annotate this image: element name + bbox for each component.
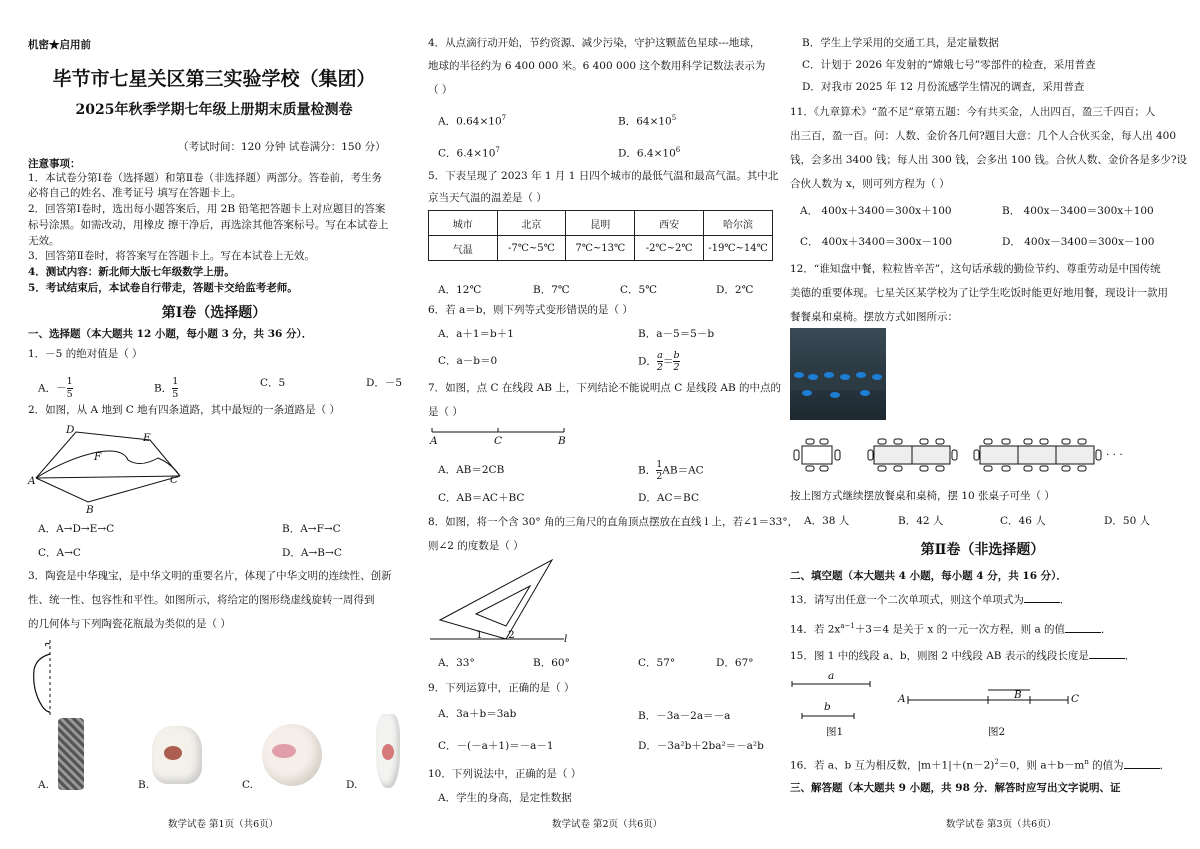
q8-line: 则∠2 的度数是（ ）: [428, 540, 524, 552]
canteen-photo: [790, 328, 886, 420]
q5-line: 京当天气温的温差是（ ）: [428, 192, 547, 204]
note-line: 5．考试结束后，本试卷自行带走，答题卡交给监考老师。: [28, 282, 298, 294]
q1-option-d: D．－5: [366, 377, 403, 389]
q12-continuation-dots: · · ·: [1106, 449, 1123, 461]
q8-option-a: A．33°: [438, 657, 475, 669]
q1-option-c: C．5: [260, 377, 286, 389]
note-line: 无效。: [28, 235, 60, 247]
section2-header: 二、填空题（本大题共 4 小题，每小题 4 分，共 16 分）．: [790, 570, 1067, 582]
q7-line: 7．如图，点 C 在线段 AB 上，下列结论不能说明点 C 是线段 AB 的中点的: [428, 382, 782, 394]
note-line: 标号涂黑。如需改动，用橡皮 擦干净后，再选涂其他答案标号。写在本试卷上: [28, 219, 389, 231]
q6-option-d: D． $\frac{a}{2}$ ＝ $\frac{b}{2}$: [638, 350, 680, 373]
q3-line: 的几何体与下列陶瓷花瓶最为类似的是（ ）: [28, 618, 231, 630]
q3-option-a: A.: [38, 779, 49, 791]
q10-option-a: A．学生的身高，是定性数据: [438, 792, 572, 804]
q5-line: 5．下表呈现了 2023 年 1 月 1 日四个城市的最低气温和最高气温。其中北: [428, 170, 779, 182]
page-3: [790, 0, 1187, 849]
page-2: [428, 0, 799, 849]
q2-option-a: A．A→D→E→C: [38, 523, 115, 535]
table-header-row: [429, 211, 773, 236]
q3-line: 3．陶瓷是中华瑰宝，是中华文明的重要名片，体现了中华文明的连续性、创新: [28, 570, 392, 582]
q12-option-c: C．46 人: [1000, 515, 1046, 527]
table-cell: -7℃~5℃: [497, 236, 566, 261]
q11-option-b: B． 400x－3400＝300x＋100: [1002, 205, 1154, 217]
table-cell: 城市: [429, 211, 498, 236]
q2-label-b: B: [86, 504, 94, 516]
q8-triangle-diagram: [430, 556, 570, 646]
page-footer: 数学试卷 第3页（共6页）: [946, 819, 1057, 830]
table-cell: 7℃~13℃: [566, 236, 635, 261]
q1-option-b: B． $\frac{1}{5}$: [154, 376, 179, 400]
vase-b-image: [152, 726, 202, 784]
q8-option-d: D．67°: [716, 657, 754, 669]
q8-option-c: C．57°: [638, 657, 676, 669]
q2-label-c: C: [170, 474, 179, 486]
table-row: [429, 236, 773, 261]
q9-stem: 9．下列运算中，正确的是（ ）: [428, 682, 575, 694]
q8-label-1: 1: [476, 629, 483, 641]
q5-option-d: D．2℃: [716, 284, 754, 296]
table-cell: 昆明: [566, 211, 635, 236]
q7-line: 是（ ）: [428, 406, 463, 418]
q12-option-d: D．50 人: [1104, 515, 1151, 527]
q4-option-a: A．$0.64\times 10^7$: [438, 114, 507, 128]
answer-blank[interactable]: [1024, 602, 1060, 603]
q12-option-a: A．38 人: [804, 515, 850, 527]
q15-fig1-caption: 图1: [826, 726, 844, 738]
section3-header: 三、解答题（本大题共 9 小题，共 98 分．解答时应写出文字说明、证: [790, 782, 1121, 794]
school-title: 毕节市七星关区第三实验学校（集团）: [52, 68, 376, 90]
q11-line: 钱，会多出 3400 钱；每人出 300 钱，会多出 100 钱。合伙人数、金价各是多少?设: [790, 154, 1187, 166]
note-line: 必将自己的姓名、准考证号 填写在答题卡上。: [28, 187, 242, 199]
q7-option-c: C．AB＝AC＋BC: [438, 492, 525, 504]
q10-option-b: B．学生上学采用的交通工具，是定量数据: [802, 37, 999, 49]
table-cell: 哈尔滨: [704, 211, 773, 236]
q3-line: 性、统一性、包容性和平性。如图所示，将给定的图形绕虚线旋转一周得到: [28, 594, 375, 606]
q3-option-d: D.: [346, 779, 358, 791]
vase-a-image: [58, 718, 84, 790]
q2-road-diagram: [28, 420, 188, 515]
q13-stem: 13．请写出任意一个二次单项式，则这个单项式为 ．: [790, 594, 1071, 606]
q2-option-c: C．A→C: [38, 547, 81, 559]
q6-option-c: C．a－b＝0: [438, 355, 498, 367]
q15-label-B: B: [1014, 689, 1022, 701]
q12-line: 美德的重要体现。七星关区某学校为了让学生吃饭时能更好地用餐，现设计一款用: [790, 287, 1168, 299]
q7-label-a: A: [430, 435, 438, 447]
part2-title: 第Ⅱ卷（非选择题）: [920, 542, 1045, 558]
q2-stem: 2．如图，从 A 地到 C 地有四条道路，其中最短的一条道路是（ ）: [28, 404, 340, 416]
note-line: 4．测试内容：新北师大版七年级数学上册。: [28, 266, 235, 278]
q15-label-b: b: [824, 701, 831, 713]
q11-line: 11．《九章算术》“盈不足”章第五题：今有共买金，人出四百，盈三千四百；人: [790, 106, 1156, 118]
q12-option-b: B．42 人: [898, 515, 944, 527]
q11-option-d: D． 400x－3400＝300x－100: [1002, 236, 1155, 248]
q4-line: 地球的半径约为 6 400 000 米。6 400 000 这个数用科学记数法表示为: [428, 60, 766, 72]
q15-label-a: a: [828, 670, 835, 682]
q6-option-a: A．a＋1＝b＋1: [438, 328, 514, 340]
q11-option-a: A． 400x＋3400＝300x＋100: [800, 205, 952, 217]
answer-blank[interactable]: [1124, 768, 1160, 769]
q11-line: 合伙人数为 x，则可列方程为（ ）: [790, 178, 950, 190]
table-cell: -2℃~2℃: [635, 236, 704, 261]
q10-option-d: D．对我市 2025 年 12 月份流感学生情况的调查，采用普查: [802, 81, 1085, 93]
q12-line: 按上图方式继续摆放餐桌和桌椅，摆 10 张桌子可坐（ ）: [790, 490, 1055, 502]
q10-option-c: C．计划于 2026 年发射的“嫦娥七号”零部件的检查，采用普查: [802, 59, 1096, 71]
q2-label-a: A: [28, 475, 36, 487]
q4-option-b: B．$64\times 10^5$: [618, 114, 677, 128]
vase-d-image: [376, 714, 400, 788]
q11-option-c: C． 400x＋3400＝300x－100: [800, 236, 953, 248]
table-cell: -19℃~14℃: [704, 236, 773, 261]
table-cell: 北京: [497, 211, 566, 236]
q5-temperature-table: [428, 210, 773, 261]
note-line: 3．回答第Ⅱ卷时，将答案写在答题卡上。写在本试卷上无效。: [28, 250, 315, 262]
table-cell: 西安: [635, 211, 704, 236]
q4-option-d: D．$6.4\times 10^6$: [618, 146, 681, 160]
q14-stem: 14．若 $2x^{a-1}+3=4$ 是关于 x 的一元一次方程，则 a 的值 ．: [790, 622, 1112, 636]
q15-fig2-caption: 图2: [988, 726, 1006, 738]
q2-option-b: B．A→F→C: [282, 523, 341, 535]
q9-option-c: C．－(－a＋1)＝－a－1: [438, 740, 554, 752]
q5-option-c: C．5℃: [620, 284, 657, 296]
q8-line: 8．如图，将一个含 30° 角的三角尺的直角顶点摆放在直线 l 上，若∠1＝33°，: [428, 516, 799, 528]
q7-label-b: B: [558, 435, 566, 447]
q15-label-A: A: [898, 693, 906, 705]
q5-option-a: A．12℃: [438, 284, 482, 296]
section1-header: 一、选择题（本大题共 12 小题，每小题 3 分，共 36 分）．: [28, 328, 313, 340]
q9-option-a: A．3a＋b＝3ab: [438, 708, 517, 720]
q16-stem: 16．若 a、b 互为相反数，$|m+1|+(n-2)^2=0$，则 $a+b-m^n$ 的值为 ．: [790, 758, 1171, 772]
q12-table-arrangement: [794, 438, 1114, 474]
q2-label-e: E: [143, 432, 151, 444]
q2-label-f: F: [94, 451, 102, 463]
q4-line: （ ）: [428, 84, 453, 96]
exam-title: 2025年秋季学期七年级上册期末质量检测卷: [75, 102, 353, 118]
q6-stem: 6．若 a＝b，则下列等式变形错误的是（ ）: [428, 304, 633, 316]
secret-label: 机密★启用前: [28, 39, 91, 51]
answer-blank[interactable]: [1065, 632, 1101, 633]
answer-blank[interactable]: [1089, 658, 1125, 659]
q3-option-c: C.: [242, 779, 253, 791]
q3-rotation-figure: [28, 640, 68, 720]
note-line: 1．本试卷分第Ⅰ卷（选择题）和第Ⅱ卷（非选择题）两部分。答卷前，考生务: [28, 172, 382, 184]
q6-option-b: B．a－5＝5－b: [638, 328, 715, 340]
notes-title: 注意事项：: [28, 158, 81, 170]
q1-stem: 1．－5 的绝对值是（ ）: [28, 348, 143, 360]
q12-line: 餐餐桌和桌椅。摆放方式如图所示：: [790, 311, 958, 323]
q4-option-c: C．$6.4\times 10^7$: [438, 146, 500, 160]
page-1: [28, 0, 403, 849]
q8-option-b: B．60°: [533, 657, 570, 669]
q8-label-l: l: [564, 633, 568, 645]
q7-option-b: B． $\frac{1}{2}$ AB＝AC: [638, 459, 704, 482]
part1-title: 第Ⅰ卷（选择题）: [161, 305, 267, 321]
q1-option-a: A．－ $\frac{1}{5}$: [38, 376, 73, 400]
table-cell: 气温: [429, 236, 498, 261]
q11-line: 出三百，盈一百。问：人数、金价各几何?题目大意：几个人合伙买金，每人出 400: [790, 130, 1177, 142]
q10-stem: 10．下列说法中，正确的是（ ）: [428, 768, 582, 780]
q7-label-c: C: [494, 435, 503, 447]
vase-c-image: [262, 724, 322, 786]
q12-line: 12．“谁知盘中餐，粒粒皆辛苦”，这句话承载的勤俭节约、尊重劳动是中国传统: [790, 263, 1161, 275]
q7-option-a: A．AB＝2CB: [438, 464, 505, 476]
note-line: 2．回答第Ⅰ卷时，选出每小题答案后，用 2B 铅笔把答题卡上对应题目的答案: [28, 203, 386, 215]
q9-option-b: B．－3a－2a＝－a: [638, 710, 731, 722]
q9-option-d: D．－3a²b＋2ba²＝－a²b: [638, 740, 764, 752]
q15-stem: 15．图 1 中的线段 a、b，则图 2 中线段 AB 表示的线段长度是 ．: [790, 650, 1136, 662]
q2-label-d: D: [66, 424, 75, 436]
q3-option-b: B.: [138, 779, 150, 791]
q7-option-d: D．AC＝BC: [638, 492, 699, 504]
q8-label-2: 2: [508, 629, 515, 641]
q4-line: 4．从点滴行动开始，节约资源、减少污染，守护这颗蓝色星球---地球，: [428, 37, 761, 49]
q15-label-C: C: [1071, 693, 1080, 705]
exam-time: （考试时间：120 分钟 试卷满分：150 分）: [178, 141, 386, 153]
page-footer: 数学试卷 第2页（共6页）: [552, 819, 663, 830]
page-footer: 数学试卷 第1页（共6页）: [168, 819, 279, 830]
q2-option-d: D．A→B→C: [282, 547, 342, 559]
q5-option-b: B．7℃: [533, 284, 570, 296]
